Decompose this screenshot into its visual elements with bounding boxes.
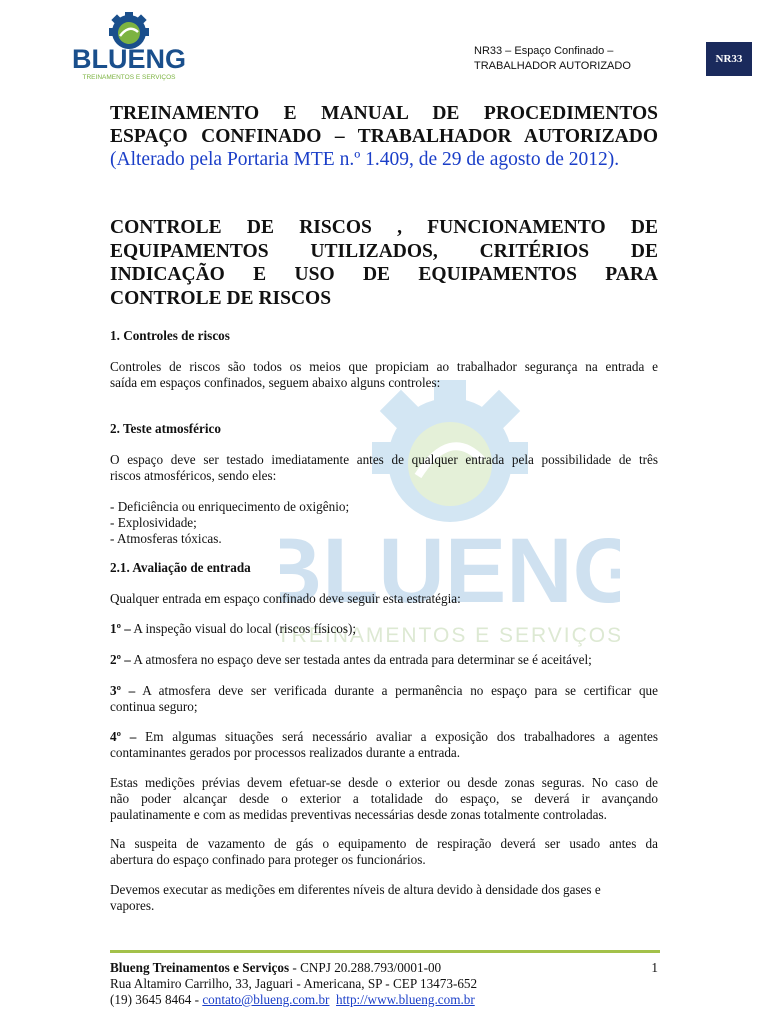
document-title <box>110 102 658 171</box>
svg-text:TREINAMENTOS E SERVIÇOS: TREINAMENTOS E SERVIÇOS <box>82 74 176 81</box>
header-note: NR33 – Espaço Confinado – TRABALHADOR AUTORIZADO <box>474 45 631 72</box>
step-1: 1º – A inspeção visual do local (riscos físicos); <box>110 621 357 636</box>
footer-company: Blueng Treinamentos e Serviços <box>110 960 290 975</box>
paragraph: Qualquer entrada em espaço confinado deve seguir esta estratégia: <box>110 591 461 606</box>
nr33-badge: NR33 <box>706 42 752 76</box>
heading-avaliacao: 2.1. Avaliação de entrada <box>110 560 251 575</box>
footer-address: Rua Altamiro Carrilho, 33, Jaguari - Americana, SP - CEP 13473-652 <box>110 976 478 991</box>
footer-phone: (19) 3645 8464 - <box>110 992 203 1007</box>
title-line: TREINAMENTO E MANUAL DE PROCEDIMENTOS <box>110 103 658 124</box>
website-link[interactable]: http://www.blueng.com.br <box>336 992 475 1007</box>
paragraph: Devemos executar as medições em diferentes níveis de altura devido à densidade dos gases e vapores. <box>110 882 601 913</box>
title-line: ESPAÇO CONFINADO – TRABALHADOR AUTORIZADO <box>110 126 658 147</box>
heading-teste: 2. Teste atmosférico <box>110 421 221 436</box>
step-4: 4º – Em algumas situações será necessário avaliar a exposição dos trabalhadores a agentes contaminantes gerados por processos realizados durante a entrada. <box>110 729 658 760</box>
paragraph: Estas medições prévias devem efetuar-se desde o exterior ou desde zonas seguras. No caso de não poder alcançar desde o exterior a totalidade do espaço, se deverá ir avançando paulatinamente e com as medidas preventivas necessárias desde zonas totalmente controladas. <box>110 775 658 822</box>
paragraph: Controles de riscos são todos os meios que propiciam ao trabalhador segurança na entrada e saída em espaços confinados, seguem abaixo alguns controles: <box>110 359 658 390</box>
paragraph: Na suspeita de vazamento de gás o equipamento de respiração deverá ser usado antes da abertura do espaço confinado para proteger os funcionários. <box>110 836 658 867</box>
risk-list <box>110 499 658 547</box>
list-item: - Atmosferas tóxicas. <box>110 531 222 546</box>
section-heading: CONTROLE DE RISCOS , FUNCIONAMENTO DE EQUIPAMENTOS UTILIZADOS, CRITÉRIOS DE INDICAÇÃO E USO DE EQUIPAMENTOS PARA CONTROLE DE RISCOS <box>110 217 658 309</box>
email-link[interactable]: contato@blueng.com.br <box>202 992 330 1007</box>
paragraph: O espaço deve ser testado imediatamente antes de qualquer entrada pela possibilidade de três riscos atmosféricos, sendo eles: <box>110 452 658 483</box>
list-item: - Deficiência ou enriquecimento de oxigênio; <box>110 499 350 514</box>
footer-rule <box>110 950 660 953</box>
company-logo <box>54 12 204 82</box>
step-3: 3º – A atmosfera deve ser verificada durante a permanência no espaço para se certificar que continua seguro; <box>110 683 658 714</box>
svg-text:TREINAMENTOS E SERVIÇOS: TREINAMENTOS E SERVIÇOS <box>280 624 620 647</box>
title-subtitle: (Alterado pela Portaria MTE n.º 1.409, de 29 de agosto de 2012). <box>110 149 620 170</box>
step-2: 2º – A atmosfera no espaço deve ser testada antes da entrada para determinar se é aceitável; <box>110 652 592 667</box>
svg-text:BLUENG: BLUENG <box>280 520 620 622</box>
footer-cnpj: - CNPJ 20.288.793/0001-00 <box>289 960 442 975</box>
footer <box>110 960 658 1008</box>
list-item: - Explosividade; <box>110 515 197 530</box>
page-number: 1 <box>651 960 658 975</box>
heading-controles: 1. Controles de riscos <box>110 328 230 343</box>
svg-text:BLUENG: BLUENG <box>72 44 186 74</box>
